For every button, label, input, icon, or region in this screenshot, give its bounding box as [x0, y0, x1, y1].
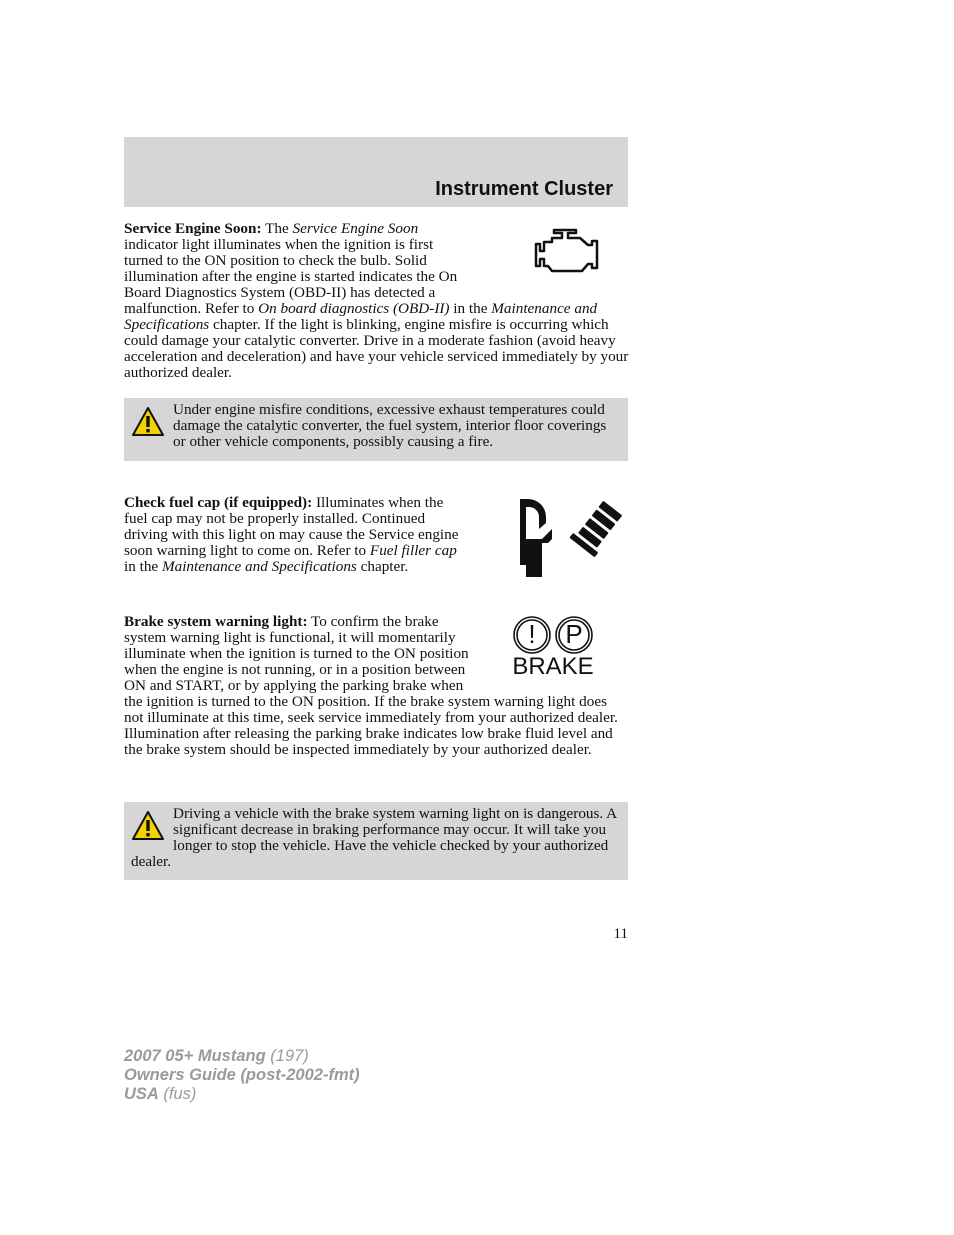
fuel-cap-text-1: Illuminates when the fuel cap may not be properly installed. Continued driving with this light on may cause the Service engine soon warning light to come on. Refer to [124, 494, 459, 559]
brake-exclamation: ! [528, 619, 536, 649]
footer-market: USA [124, 1085, 159, 1103]
misfire-warning-box [124, 398, 628, 461]
brake-parking-p: P [565, 619, 583, 649]
fuel-cap-paragraph [124, 495, 630, 585]
brake-warning-icon [480, 614, 630, 680]
fuel-cap-label: Check fuel cap (if equipped): [124, 494, 313, 511]
service-engine-paragraph [124, 221, 630, 381]
section-header [124, 137, 628, 207]
service-engine-text-2: indicator light illuminates when the ignition is first turned to the ON position to check the bulb. Solid illumination after the engine is started indicates the On Board Diagnostics System (OBD-II) has detected a malfunction. Refer to [124, 236, 458, 317]
section-title: Instrument Cluster [435, 178, 613, 200]
brake-paragraph [124, 614, 630, 758]
warning-triangle-icon [131, 406, 165, 438]
footer-line-3 [124, 1085, 360, 1104]
document-footer [124, 1047, 360, 1104]
brake-word: BRAKE [512, 653, 594, 680]
service-engine-text-3: in the [449, 300, 492, 317]
footer-line-1 [124, 1047, 360, 1066]
fuel-filler-cap-reference: Fuel filler cap [369, 542, 457, 559]
engine-icon [480, 221, 630, 283]
brake-label: Brake system warning light: [124, 613, 308, 630]
page-number: 11 [613, 926, 628, 942]
misfire-warning-text: Under engine misfire conditions, excessive exhaust temperatures could damage the catalytic converter, the fuel system, interior floor coverings or other vehicle components, possibly causing a fire. [173, 401, 607, 450]
obd-ii-reference: On board diagnostics (OBD-II) [258, 300, 450, 317]
footer-model-code: (197) [265, 1047, 309, 1065]
fuel-cap-icon [470, 495, 630, 581]
fuel-cap-text-3: chapter. [356, 558, 409, 575]
footer-guide: Owners Guide (post-2002-fmt) [124, 1066, 360, 1084]
footer-market-code: (fus) [158, 1085, 197, 1103]
brake-text: To confirm the brake system warning light is functional, it will momentarily illuminate when the ignition is turned to the ON position when the engine is not running, or in a position between ON and START, or by applying the parking brake when the ignition is turned to the ON position. If the brake system warning light does not illuminate at this time, seek service immediately from your authorized dealer. Illumination after releasing the parking brake indicates low brake fluid level and the brake system should be inspected immediately by your authorized dealer. [124, 613, 618, 758]
maintenance-chapter-reference: Maintenance and Specifications [124, 300, 598, 333]
service-engine-text-1: The [261, 220, 293, 237]
maintenance-chapter-reference-2: Maintenance and Specifications [161, 558, 357, 575]
service-engine-text-4: chapter. If the light is blinking, engine misfire is occurring which could damage your catalytic converter. Drive in a moderate fashion (avoid heavy acceleration and deceleration) and have your vehicle serviced immediately by your authorized dealer. [124, 316, 629, 381]
brake-warning-box [124, 802, 628, 880]
fuel-cap-text-2: in the [124, 558, 162, 575]
footer-line-2 [124, 1066, 360, 1085]
service-engine-label: Service Engine Soon: [124, 220, 262, 237]
service-engine-italic-1: Service Engine Soon [292, 220, 419, 237]
warning-triangle-icon [131, 810, 165, 842]
brake-warning-text: Driving a vehicle with the brake system warning light on is dangerous. A significant decrease in braking performance may occur. It will take you longer to stop the vehicle. Have the vehicle checked by your authorized dealer. [131, 805, 617, 870]
footer-model: 2007 05+ Mustang [124, 1047, 266, 1065]
